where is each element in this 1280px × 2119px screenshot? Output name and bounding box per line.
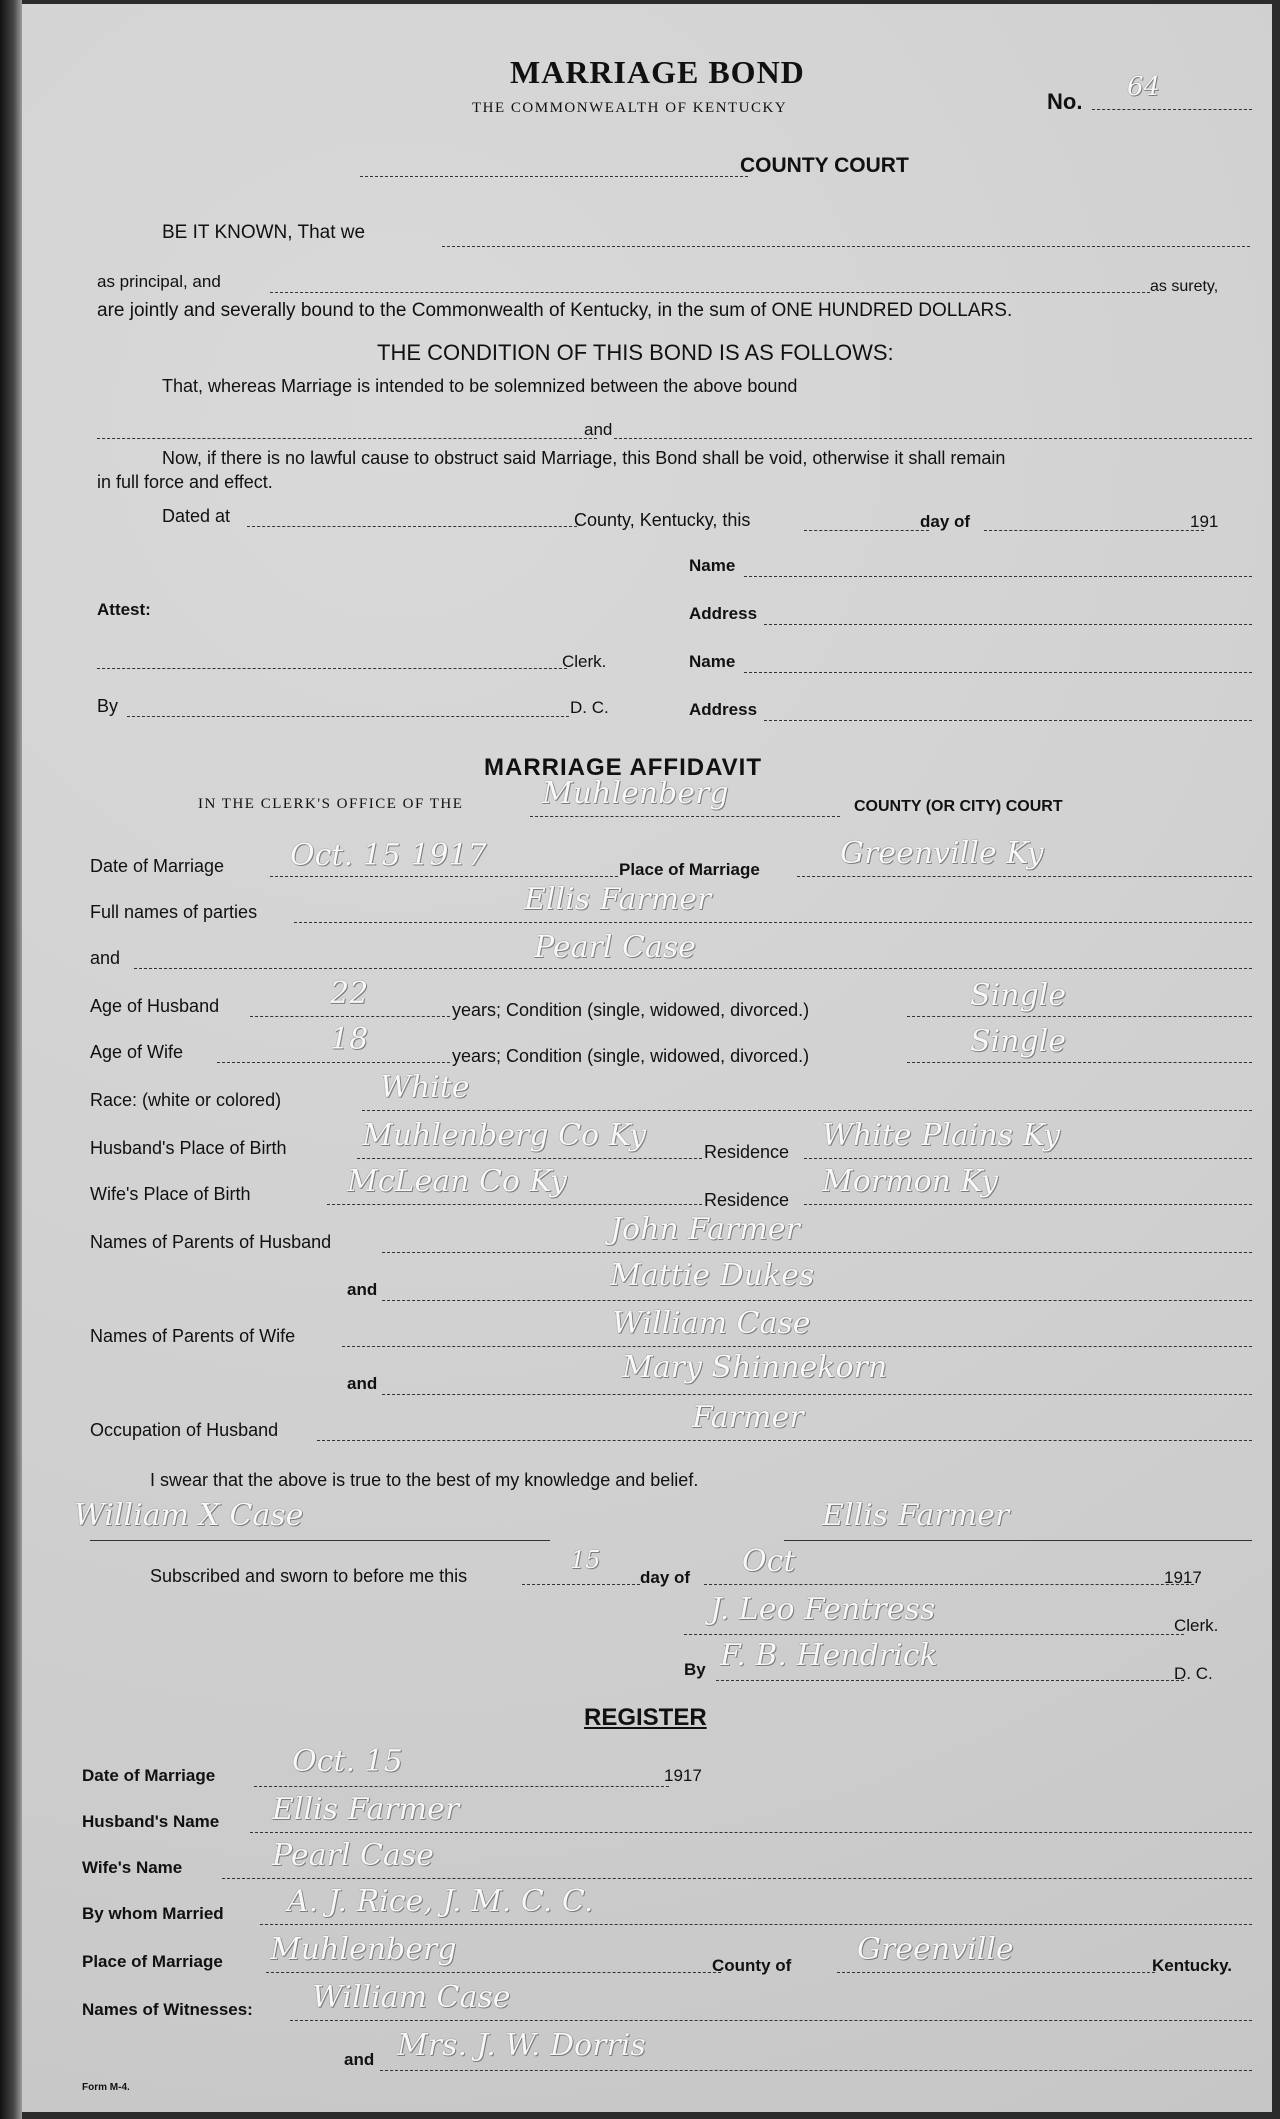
- date-of-marriage-value: Oct. 15 1917: [290, 838, 487, 873]
- affidavit-title: MARRIAGE AFFIDAVIT: [484, 754, 762, 781]
- groom-name-value: Ellis Farmer: [524, 882, 712, 917]
- occupation-label: Occupation of Husband: [90, 1420, 279, 1440]
- address-label-1: Address: [689, 604, 758, 623]
- be-it-known: BE IT KNOWN, That we: [162, 222, 366, 243]
- wife-birthplace-label: Wife's Place of Birth: [90, 1184, 251, 1204]
- register-witness-2: Mrs. J. W. Dorris: [397, 2028, 646, 2063]
- race-label: Race: (white or colored): [90, 1090, 282, 1110]
- register-title: REGISTER: [584, 1704, 707, 1731]
- by-label-bond: By: [97, 696, 119, 716]
- day-of-label: day of: [920, 512, 971, 531]
- register-kentucky-label: Kentucky.: [1152, 1956, 1232, 1975]
- clerk-office-label: IN THE CLERK'S OFFICE OF THE: [198, 796, 464, 812]
- date-of-marriage-label: Date of Marriage: [90, 856, 225, 876]
- affiant-signature: Ellis Farmer: [822, 1498, 1010, 1533]
- register-date-label: Date of Marriage: [82, 1766, 216, 1785]
- bride-name-value: Pearl Case: [534, 930, 696, 965]
- dated-at-label: Dated at: [162, 506, 231, 526]
- as-surety-label: as surety,: [1150, 278, 1219, 295]
- parents-husband-label: Names of Parents of Husband: [90, 1232, 332, 1252]
- by-label-affidavit: By: [684, 1660, 706, 1679]
- register-date-value: Oct. 15: [292, 1744, 403, 1779]
- full-names-label: Full names of parties: [90, 902, 258, 922]
- condition-heading: THE CONDITION OF THIS BOND IS AS FOLLOWS:: [377, 340, 894, 365]
- register-place-value: Muhlenberg: [270, 1932, 457, 1967]
- clerk-label-affidavit: Clerk.: [1174, 1616, 1219, 1635]
- swear-text: I swear that the above is true to the best of my knowledge and belief.: [150, 1470, 699, 1490]
- deputy-signature: F. B. Hendrick: [720, 1638, 938, 1673]
- and-label-wife-parents: and: [347, 1374, 378, 1393]
- name-label-2: Name: [689, 652, 736, 671]
- wife-birthplace-value: McLean Co Ky: [347, 1164, 567, 1199]
- form-number: Form M-4.: [82, 2082, 130, 2093]
- witness-signature: William X Case: [74, 1498, 304, 1533]
- lawful-cause-text-2: in full force and effect.: [97, 472, 273, 492]
- and-label-bond: and: [584, 420, 613, 439]
- place-of-marriage-value: Greenville Ky: [840, 836, 1044, 871]
- husband-birthplace-value: Muhlenberg Co Ky: [362, 1118, 647, 1153]
- husband-birthplace-label: Husband's Place of Birth: [90, 1138, 287, 1158]
- sworn-day-value: 15: [570, 1546, 601, 1574]
- subscribed-text: Subscribed and sworn to before me this: [150, 1566, 468, 1586]
- register-place-label: Place of Marriage: [82, 1952, 223, 1971]
- husband-residence-value: White Plains Ky: [822, 1118, 1061, 1153]
- sworn-year-value: 1917: [1164, 1568, 1202, 1587]
- marriage-bond-sheet: [22, 4, 1272, 2112]
- condition-label-husband: years; Condition (single, widowed, divorced.): [452, 1000, 810, 1020]
- condition-wife-value: Single: [970, 1024, 1067, 1059]
- county-court-label: COUNTY COURT: [740, 154, 909, 177]
- name-label-1: Name: [689, 556, 736, 575]
- county-or-city-court: COUNTY (OR CITY) COURT: [854, 798, 1063, 815]
- clerk-signature: J. Leo Fentress: [710, 1592, 936, 1627]
- year-prefix-bond: 191: [1190, 512, 1219, 531]
- wife-mother-value: Mary Shinnekorn: [622, 1350, 888, 1385]
- as-principal-label: as principal, and: [97, 272, 221, 291]
- affidavit-county-value: Muhlenberg: [542, 776, 729, 811]
- and-label-parties: and: [90, 948, 121, 968]
- age-husband-label: Age of Husband: [90, 996, 220, 1016]
- register-wife-value: Pearl Case: [272, 1838, 434, 1873]
- register-husband-label: Husband's Name: [82, 1812, 220, 1831]
- register-and-label: and: [344, 2050, 375, 2069]
- address-label-2: Address: [689, 700, 758, 719]
- condition-label-wife: years; Condition (single, widowed, divorced.): [452, 1046, 810, 1066]
- residence-label-wife: Residence: [704, 1190, 790, 1210]
- left-edge-shadow: [0, 0, 22, 2119]
- condition-husband-value: Single: [970, 978, 1067, 1013]
- register-wife-label: Wife's Name: [82, 1858, 183, 1877]
- register-county-of-label: County of: [712, 1956, 792, 1975]
- husband-mother-value: Mattie Dukes: [610, 1258, 815, 1293]
- husband-father-value: John Farmer: [610, 1212, 800, 1247]
- whereas-text: That, whereas Marriage is intended to be solemnized between the above bound: [162, 376, 798, 396]
- register-by-whom-label: By whom Married: [82, 1904, 224, 1923]
- clerk-label-bond: Clerk.: [562, 652, 607, 671]
- sworn-month-value: Oct: [742, 1544, 796, 1579]
- race-value: White: [380, 1070, 470, 1105]
- register-husband-value: Ellis Farmer: [272, 1792, 460, 1827]
- lawful-cause-text-1: Now, if there is no lawful cause to obstruct said Marriage, this Bond shall be void, otherwise it shall remain: [162, 448, 1006, 468]
- form-subtitle: THE COMMONWEALTH OF KENTUCKY: [472, 100, 788, 116]
- attest-label: Attest:: [97, 600, 151, 619]
- age-wife-label: Age of Wife: [90, 1042, 184, 1062]
- number-label: No.: [1047, 89, 1083, 114]
- form-title: MARRIAGE BOND: [510, 54, 805, 90]
- parents-wife-label: Names of Parents of Wife: [90, 1326, 296, 1346]
- register-county-value: Greenville: [857, 1932, 1014, 1967]
- dc-label-affidavit: D. C.: [1174, 1664, 1213, 1683]
- residence-label-husband: Residence: [704, 1142, 790, 1162]
- place-of-marriage-label: Place of Marriage: [619, 860, 760, 879]
- register-witness-1: William Case: [312, 1980, 511, 2015]
- wife-father-value: William Case: [612, 1306, 811, 1341]
- and-label-husband-parents: and: [347, 1280, 378, 1299]
- occupation-value: Farmer: [692, 1400, 804, 1435]
- register-year-prefix: 1917: [664, 1766, 702, 1785]
- jointly-bound-text: are jointly and severally bound to the Commonwealth of Kentucky, in the sum of ONE HUNDRED DOLLARS.: [97, 300, 1013, 321]
- register-by-whom-value: A. J. Rice, J. M. C. C.: [287, 1884, 594, 1919]
- wife-residence-value: Mormon Ky: [822, 1164, 998, 1199]
- number-value: 64: [1127, 72, 1161, 102]
- age-husband-value: 22: [330, 976, 369, 1011]
- county-kentucky-this: County, Kentucky, this: [574, 510, 751, 530]
- day-of-label-affidavit: day of: [640, 1568, 691, 1587]
- age-wife-value: 18: [330, 1022, 369, 1057]
- dc-label-bond: D. C.: [570, 698, 609, 717]
- register-witnesses-label: Names of Witnesses:: [82, 2000, 253, 2019]
